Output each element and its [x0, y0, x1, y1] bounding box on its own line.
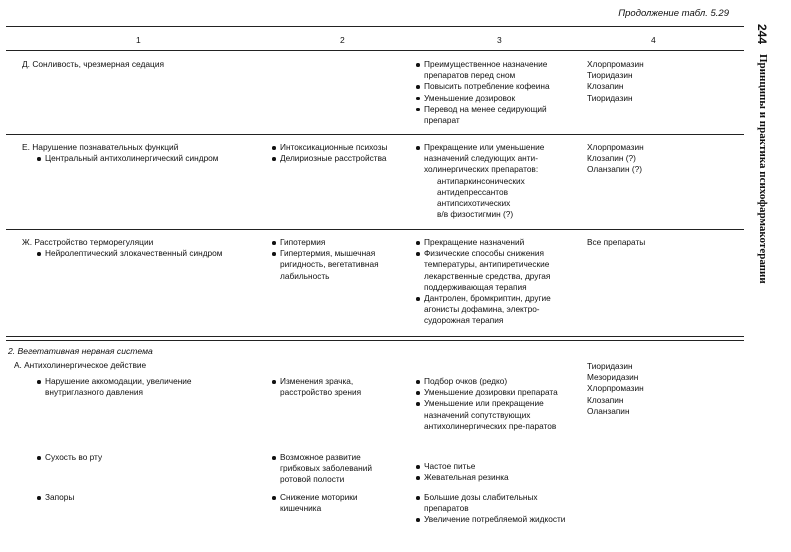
list-item: Сухость во рту — [36, 452, 246, 463]
list-item: Уменьшение дозировки препарата — [415, 387, 583, 398]
section2-item-constipation-interventions — [415, 492, 583, 526]
row-e-problem — [22, 142, 267, 164]
list-item: Гипертермия, мышечная ригидность, вегетативная лабильность — [271, 248, 411, 282]
column-number-4: 4 — [651, 35, 656, 45]
sub-item: антидепрессантов — [437, 186, 509, 197]
drug-name: Хлорпромазин — [587, 383, 644, 394]
list-item: Делириозные расстройства — [271, 153, 413, 164]
row-e-symptoms — [271, 142, 413, 164]
row-zh-drugs — [587, 237, 707, 248]
row-d-drugs — [587, 59, 707, 104]
sub-item: антипаркинсонических — [437, 175, 525, 186]
list-item: Преимущественное назначение препаратов перед сном — [415, 59, 583, 81]
section2-item-dry-mouth-interventions — [415, 461, 583, 483]
row-e-drugs — [587, 142, 707, 176]
drug-name: Мезоридазин — [587, 372, 639, 383]
section2-item-accommodation — [36, 376, 246, 398]
section-divider — [6, 336, 744, 341]
list-item: Большие дозы слабительных препаратов — [415, 492, 583, 514]
list-item: Интоксикационные психозы — [271, 142, 413, 153]
list-item: Перевод на менее седирующий препарат — [415, 104, 583, 126]
row-zh-problem — [22, 237, 267, 259]
drug-name: Хлорпромазин — [587, 142, 644, 152]
sub-item: антипсихотических — [437, 198, 511, 209]
drug-name: Клозапин — [587, 81, 624, 92]
running-title: Принципы и практика психофармакотерапии — [757, 54, 769, 284]
drug-name: Тиоридазин — [587, 361, 633, 371]
list-item: Центральный антихолинергический синдром — [36, 153, 267, 164]
list-item: Гипотермия — [271, 237, 411, 248]
drug-name: Клозапин — [587, 394, 624, 405]
drug-name: Тиоридазин — [587, 92, 633, 103]
list-item: Частое питье — [415, 461, 583, 472]
section2-item-constipation-symptoms — [271, 492, 391, 514]
column-header-rule — [6, 50, 744, 51]
row-e-title: Е. Нарушение познавательных функций — [22, 142, 179, 152]
list-item: Подбор очков (редко) — [415, 376, 583, 387]
list-item: Уменьшение или прекращение назначений сопутствующих антихолинергических пре-паратов — [415, 398, 583, 432]
table-continuation-caption: Продолжение табл. 5.29 — [618, 8, 729, 19]
list-item: Повысить потребление кофеина — [415, 81, 583, 92]
drug-name: Оланзапин (?) — [587, 164, 642, 175]
list-item: Дантролен, бромкриптин, другие агонисты дофамина, электро-судорожная терапия — [415, 293, 583, 327]
list-item: Запоры — [36, 492, 246, 503]
column-number-1: 1 — [136, 35, 141, 45]
list-item: Увеличение потребляемой жидкости — [415, 514, 583, 525]
section2-item-dry-mouth-symptoms — [271, 452, 391, 486]
list-item: Нейролептический злокачественный синдром — [36, 248, 267, 259]
header-rule — [6, 26, 744, 27]
section2-item-accommodation-symptoms — [271, 376, 389, 398]
section2-item-dry-mouth — [36, 452, 246, 463]
list-item: Возможное развитие грибковых заболеваний ротовой полости — [271, 452, 391, 486]
list-item: Физические способы снижения температуры, антипиретические лекарственные средства, другая поддерживающая терапия — [415, 248, 583, 293]
list-item: Изменения зрачка, расстройство зрения — [271, 376, 389, 398]
section-title: 2. Вегетативная нервная система — [8, 346, 153, 356]
section2-item-constipation — [36, 492, 246, 503]
drug-name: Все препараты — [587, 237, 646, 247]
row-zh-symptoms — [271, 237, 411, 282]
column-number-2: 2 — [340, 35, 345, 45]
list-item: Нарушение аккомодации, увеличение внутриглазного давления — [36, 376, 246, 398]
list-item: Снижение моторики кишечника — [271, 492, 391, 514]
column-number-3: 3 — [497, 35, 502, 45]
sub-item: в/в физостигмин (?) — [437, 209, 514, 220]
section2-drugs — [587, 361, 707, 417]
list-item: Прекращение назначений — [415, 237, 583, 248]
drug-name: Клозапин (?) — [587, 153, 636, 164]
subsection-title: А. Антихолинергическое действие — [14, 360, 147, 370]
section2-item-accommodation-interventions — [415, 376, 583, 432]
row-divider — [6, 134, 744, 135]
row-d-interventions — [415, 59, 583, 126]
row-d-title: Д. Сонливость, чрезмерная седация — [22, 59, 165, 69]
drug-name: Хлорпромазин — [587, 59, 644, 69]
row-e-interventions — [415, 142, 583, 220]
drug-name: Оланзапин — [587, 405, 630, 416]
list-item: Уменьшение дозировок — [415, 93, 583, 104]
page-number: 244 — [755, 24, 769, 45]
list-item: Жевательная резинка — [415, 472, 583, 483]
row-zh-interventions — [415, 237, 583, 327]
drug-name: Тиоридазин — [587, 70, 633, 81]
row-zh-title: Ж. Расстройство терморегуляции — [22, 237, 154, 247]
row-divider — [6, 229, 744, 230]
list-item: Прекращение или уменьшение назначений следующих анти-холинергических препаратов: — [415, 142, 583, 176]
